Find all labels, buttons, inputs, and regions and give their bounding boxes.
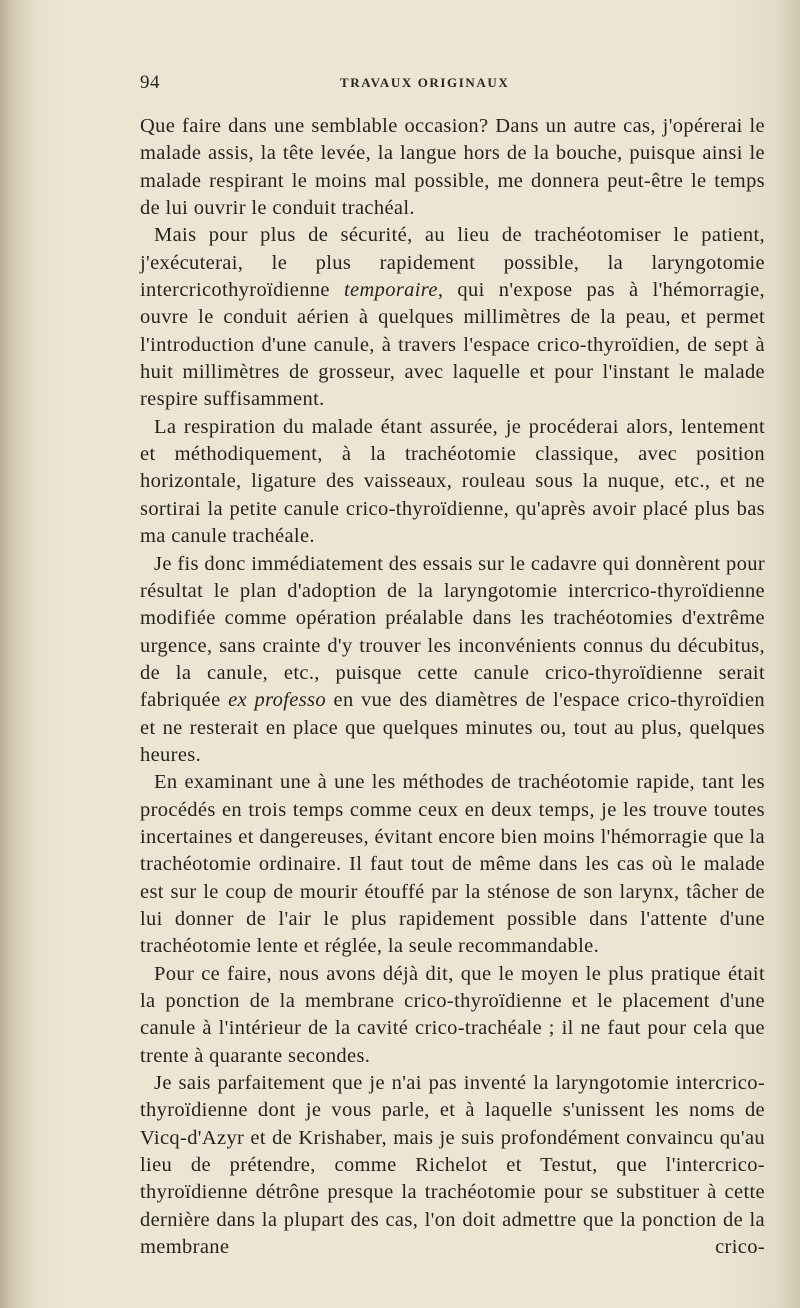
paragraph-text: en vue des diamètres de l'espace crico-thyroïdien et ne resterait en place que quelques minutes ou, tout au plus, quelques heures.: [140, 689, 765, 766]
paragraph: [140, 1070, 765, 1261]
page-header: [140, 72, 765, 94]
paragraph-text: En examinant une à une les méthodes de trachéotomie rapide, tant les procédés en trois temps comme ceux en deux temps, je les trouve toutes incertaines et dangereuses, évitant encore bien moins l'hémorragie que la trachéotomie ordinaire. Il faut tout de même dans les cas où le malade est sur le coup de mourir étouffé par la sténose de son larynx, tâcher de lui donner de l'air le plus rapidement possible dans l'attente d'une trachéotomie lente et réglée, la seule recommandable.: [140, 771, 765, 958]
paragraph-text: Mais pour plus de sécurité, au lieu de trachéotomiser le patient, j'exécuterai, le plus rapidement possible, la laryngotomie intercricothyroïdienne: [140, 224, 765, 302]
paragraph: [140, 222, 765, 413]
paragraph-text: Je sais parfaitement que je n'ai pas inventé la laryngotomie intercrico-thyroïdienne dont je vous parle, et à laquelle s'unissent les noms de Vicq-d'Azyr et de Krishaber, mais je suis profondément convaincu qu'au lieu de prétendre, comme Richelot et Testut, que l'intercrico-thyroïdienne détrône presque la trachéotomie pour se substituer à cette dernière dans la plupart des cas, l'on doit admettre que la ponction de la membrane crico-: [140, 1072, 765, 1259]
body-text: [140, 113, 765, 1261]
paragraph: [140, 551, 765, 770]
paragraph-text: Pour ce faire, nous avons déjà dit, que le moyen le plus pratique était la ponction de la membrane crico-thyroïdienne et le placement d'une canule à l'intérieur de la cavité crico-trachéale ; il ne faut pour cela que trente à quarante secondes.: [140, 962, 765, 1067]
italic-text: ex professo: [228, 689, 326, 712]
italic-text: temporaire: [343, 279, 438, 302]
paragraph: [140, 961, 765, 1070]
paragraph-text: , qui n'expose pas à l'hémorragie, ouvre le conduit aérien à quelques millimètres de la peau, et permet l'introduction d'une canule, à travers l'espace crico-thyroïdien, de sept à huit millimètres de grosseur, avec laquelle et pour l'instant le malade respire suffisamment.: [140, 279, 765, 411]
running-head: TRAVAUX ORIGINAUX: [340, 75, 510, 90]
page-number: 94: [140, 72, 160, 93]
paragraph: [140, 113, 765, 222]
paragraph-text: Que faire dans une semblable occasion? Dans un autre cas, j'opérerai le malade assis, la tête levée, la langue hors de la bouche, puisque ainsi le malade respirant le moins mal possible, me donnera peut-être le temps de lui ouvrir le conduit trachéal.: [140, 115, 765, 220]
paragraph: [140, 414, 765, 551]
paragraph-text: La respiration du malade étant assurée, je procéderai alors, lentement et méthodiquement, à la trachéotomie classique, avec position horizontale, ligature des vaisseaux, rouleau sous la nuque, etc., et ne sortirai la petite canule crico-thyroïdienne, qu'après avoir placé plus bas ma canule trachéale.: [140, 415, 765, 548]
paragraph: [140, 769, 765, 960]
paragraph-text: Je fis donc immédiatement des essais sur le cadavre qui donnèrent pour résultat le plan d'adoption de la laryngotomie intercrico-thyroïdienne modifiée comme opération préalable dans les trachéotomies d'extrême urgence, sans crainte d'y trouver les inconvénients connus du décubitus, de la canule, etc., puisque cette canule crico-thyroïdienne serait fabriquée: [140, 552, 765, 712]
